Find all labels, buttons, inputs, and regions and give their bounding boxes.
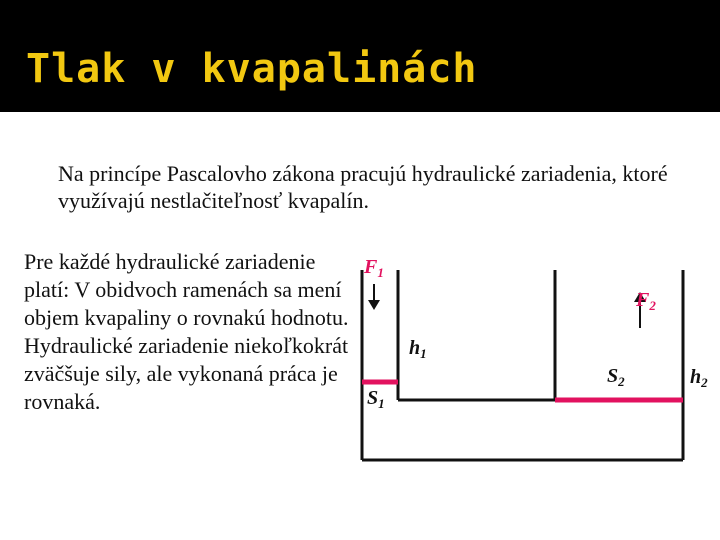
body-text: Pre každé hydraulické zariadenie platí: V obidvoch ramenách sa mení objem kvapaliny o rovnakú hodnotu. Hydraulické zariadenie niekoľkokrát zväčšuje sily, ale vykonaná práca je rovnaká.	[24, 249, 349, 414]
label-s2: $S_2$	[607, 365, 625, 389]
label-s1: $S_1$	[367, 387, 385, 411]
label-f2: $F_2$	[636, 289, 656, 313]
hydraulic-diagram	[350, 240, 720, 540]
label-h2: $h_2$	[690, 366, 708, 390]
intro-text: Na princípe Pascalovho zákona pracujú hydraulické zariadenia, ktoré využívajú nestlačiteľnosť kvapalín.	[58, 161, 668, 213]
slide-title: Tlak v kvapalinách	[26, 46, 478, 92]
arrow-f1	[368, 284, 380, 310]
label-f1: $F_1$	[364, 256, 384, 280]
label-h1: $h_1$	[409, 337, 427, 361]
